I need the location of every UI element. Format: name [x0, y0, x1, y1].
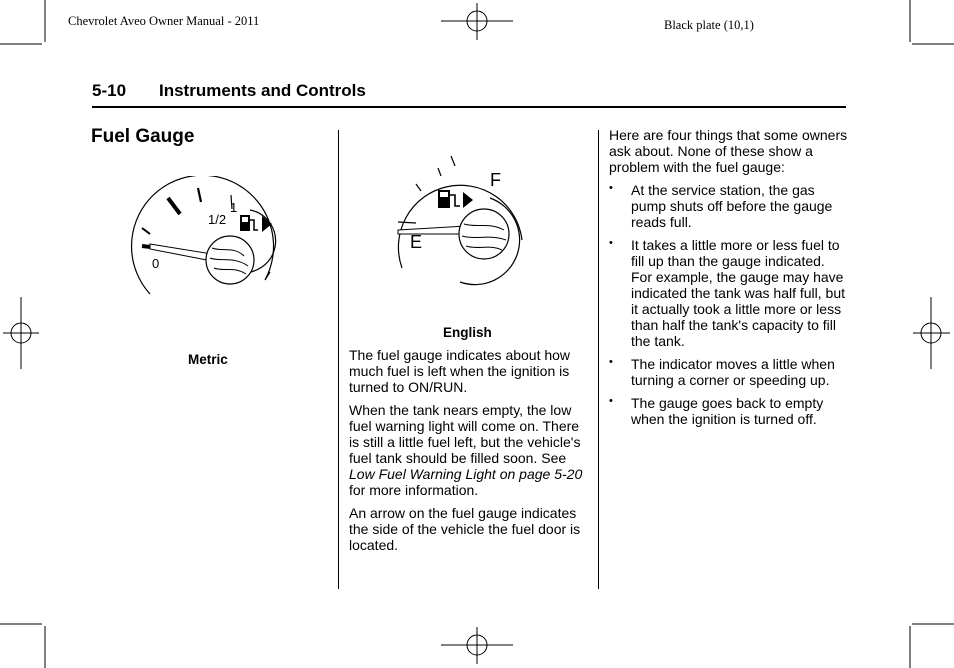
low-fuel-text-end: for more information.: [349, 482, 479, 498]
fuel-pump-icon: [438, 190, 460, 208]
metric-full-label: 1: [230, 200, 238, 215]
list-item: [609, 237, 849, 349]
metric-empty-label: 0: [152, 256, 160, 271]
section-header: [92, 80, 846, 108]
metric-fuel-gauge-illustration: [130, 176, 290, 316]
bullet-icon: •: [609, 237, 613, 249]
fuel-door-arrow-paragraph: An arrow on the fuel gauge indicates the side of the vehicle the fuel door is located.: [349, 505, 581, 553]
right-column: [609, 127, 849, 434]
bullet-icon: •: [609, 395, 613, 407]
bullet-icon: •: [609, 182, 613, 194]
plate-label: Black plate (10,1): [664, 18, 754, 32]
fuel-pump-icon: [240, 215, 258, 231]
middle-column: [349, 347, 587, 560]
metric-caption: Metric: [188, 352, 228, 367]
registration-mark-left: [3, 297, 39, 369]
list-item: [609, 356, 849, 388]
list-item-text: The gauge goes back to empty when the ignition is turned off.: [631, 395, 824, 427]
registration-mark-bottom: [441, 627, 513, 664]
column-divider-left: [338, 130, 339, 589]
fuel-gauge-paragraph: The fuel gauge indicates about how much fuel is left when the ignition is turned to ON/RUN.: [349, 347, 571, 395]
owner-questions-list: [609, 182, 849, 427]
list-item: [609, 395, 849, 427]
english-caption: English: [443, 325, 492, 340]
section-name: Instruments and Controls: [159, 81, 366, 100]
english-fuel-gauge-illustration: [390, 148, 530, 288]
low-fuel-paragraph: [349, 402, 587, 498]
low-fuel-text: When the tank nears empty, the low fuel warning light will come on. There is still a little fuel left, but the vehicle's fuel tank should be filled soon. See: [349, 402, 581, 466]
bullet-icon: •: [609, 356, 613, 368]
english-empty-label: E: [410, 232, 423, 252]
list-item-text: The indicator moves a little when turning a corner or speeding up.: [631, 356, 835, 388]
owner-questions-intro: Here are four things that some owners ask about. None of these show a problem with the fuel gauge:: [609, 127, 848, 175]
metric-half-label: 1/2: [208, 212, 227, 227]
fuel-door-arrow-icon: [463, 192, 473, 208]
section-number: 5-10: [92, 81, 127, 100]
registration-mark-top: [441, 3, 513, 40]
column-divider-right: [598, 130, 599, 589]
page-title: Fuel Gauge: [91, 126, 195, 147]
list-item-text: It takes a little more or less fuel to fill up than the gauge indicated. For example, the gauge may have indicated the tank was half full, but it actually took a little more or less than half the tank's capacity to fill the tank.: [631, 237, 846, 349]
fuel-door-arrow-icon: [262, 216, 272, 232]
manual-title: Chevrolet Aveo Owner Manual - 2011: [68, 14, 260, 28]
list-item-text: At the service station, the gas pump shuts off before the gauge reads full.: [631, 182, 833, 230]
low-fuel-warning-link[interactable]: Low Fuel Warning Light on page 5-20: [349, 466, 583, 482]
registration-mark-right: [913, 297, 950, 369]
english-full-label: F: [490, 170, 501, 190]
list-item: [609, 182, 849, 230]
